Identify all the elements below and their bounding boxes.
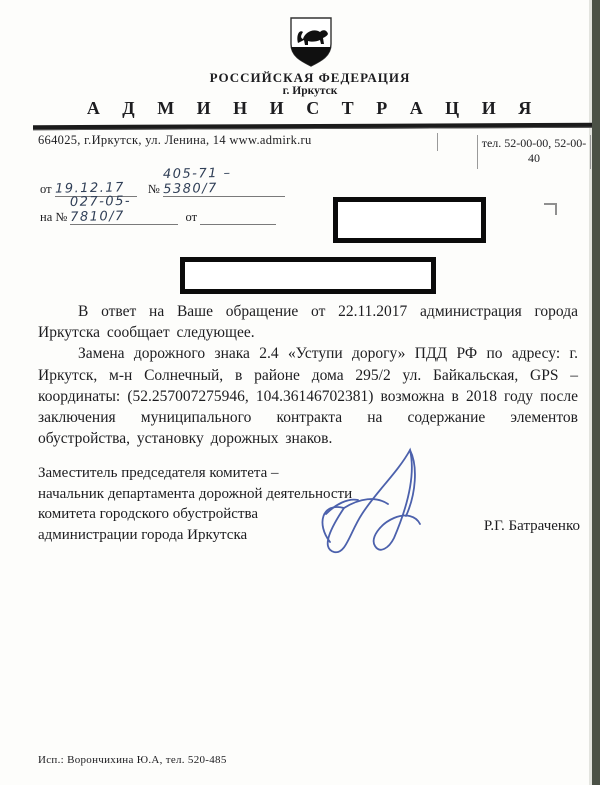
letter-body (38, 301, 578, 449)
signatory-name: Р.Г. Батраченко (483, 518, 580, 534)
address-separator (437, 133, 438, 151)
redaction-box-addressee (333, 197, 486, 243)
signatory-title-line: Заместитель председателя комитета – (38, 465, 279, 481)
ref-number-field (163, 166, 285, 197)
signatory-title-line: комитета городского обустройства (38, 506, 259, 522)
irkutsk-coat-of-arms-icon (289, 16, 333, 68)
header-organization: А Д М И Н И С Т Р А Ц И Я (86, 98, 541, 118)
body-paragraph-1: В ответ на Ваше обращение от 22.11.2017 администрация города Иркутска сообщает следующее. (38, 303, 578, 342)
ref-reply-field (70, 194, 178, 225)
corner-crop-mark (544, 203, 557, 215)
body-paragraph-2: Замена дорожного знака 2.4 «Уступи дорогу» ПДД РФ по адресу: г. Иркутск, м-н Солнечный, в районе дома 295/2 ул. Байкальская, GPS – координаты: (52.257007275946, 104.36146702381) возможна в 2018 году после заключения муниципального контракта на содержание элементов обустройства, установку дорожных знаков. (38, 345, 578, 448)
header-country: РОССИЙСКАЯ ФЕДЕРАЦИЯ (209, 70, 411, 85)
header-city: г. Иркутск (282, 85, 338, 97)
ref-reply-label: на № (40, 210, 68, 224)
ref-from-label: от (40, 182, 52, 196)
header-phone: тел. 52-00-00, 52-00-40 (477, 135, 591, 169)
redaction-box-secondary (180, 257, 436, 294)
ref-number-value: 405-71 – 5380/7 (162, 165, 232, 198)
header-rule (33, 123, 592, 130)
executor-note: Исп.: Ворончихина Ю.А, тел. 520-485 (38, 754, 227, 766)
scan-edge-band (592, 0, 600, 785)
signatory-title-line: администрации города Иркутска (38, 526, 248, 543)
ref-reply-from-label: от (185, 210, 198, 224)
ref-line-reply (40, 194, 276, 225)
ref-number-label: № (147, 182, 160, 196)
header-address: 664025, г.Иркутск, ул. Ленина, 14 www.admirk.ru (38, 133, 312, 147)
ref-reply-value: 027-05-7810/7 (70, 193, 132, 225)
ref-reply-from-field (200, 209, 276, 225)
signatory-title-line: начальник департамента дорожной деятельности (38, 485, 353, 502)
ref-from-value: 19.12.17 (54, 180, 125, 197)
handwritten-signature-icon (314, 444, 454, 562)
